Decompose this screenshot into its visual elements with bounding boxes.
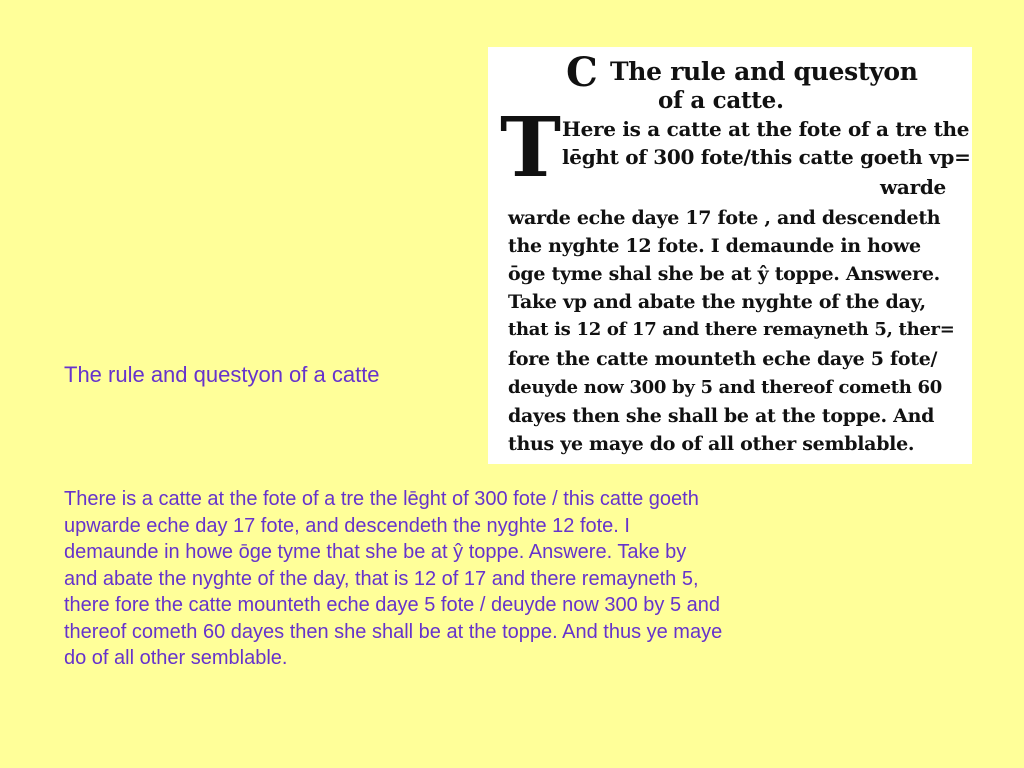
scan-line: The rule and questyon (610, 57, 918, 86)
scan-line: warde eche daye 17 fote , and descendeth (508, 207, 941, 229)
scan-line: deuyde now 300 by 5 and thereof cometh 60 (508, 377, 942, 398)
pilcrow-mark: C (566, 49, 598, 96)
body-line: upwarde eche day 17 fote, and descendeth the nyghte 12 fote. I (64, 514, 630, 537)
scan-line: ōge tyme shal she be at ŷ toppe. Answere. (508, 263, 940, 285)
scan-line: thus ye maye do of all other semblable. (508, 433, 915, 455)
body-paragraph (64, 486, 934, 672)
scan-line: Take vp and abate the nyghte of the day, (508, 291, 926, 313)
scan-line: Here is a catte at the fote of a tre the (562, 117, 970, 141)
body-line: do of all other semblable. (64, 647, 288, 669)
body-line: and abate the nyghte of the day, that is 12 of 17 and there remayneth 5, (64, 567, 699, 590)
scan-line: warde (880, 175, 946, 199)
body-line: There is a catte at the fote of a tre the lēght of 300 fote / this catte goeth (64, 488, 699, 510)
scan-line: the nyghte 12 fote. I demaunde in howe (508, 235, 921, 257)
body-line: thereof cometh 60 dayes then she shall be at the toppe. And thus ye maye (64, 620, 723, 643)
scan-line: of a catte. (658, 87, 784, 114)
scan-line: that is 12 of 17 and there remayneth 5, ther= (508, 319, 955, 340)
scan-line: dayes then she shall be at the toppe. And (508, 405, 935, 427)
scanned-page-image (488, 47, 972, 464)
scan-line: lēght of 300 fote/this catte goeth vp= (562, 145, 971, 169)
body-line: there fore the catte mounteth eche daye 5 fote / deuyde now 300 by 5 and (64, 594, 721, 616)
drop-cap: T (500, 100, 562, 196)
scan-line: fore the catte mounteth eche daye 5 fote/ (508, 348, 938, 370)
body-line: demaunde in howe ōge tyme that she be at ŷ toppe. Answere. Take by (64, 541, 687, 563)
slide-title: The rule and questyon of a catte (64, 362, 380, 387)
